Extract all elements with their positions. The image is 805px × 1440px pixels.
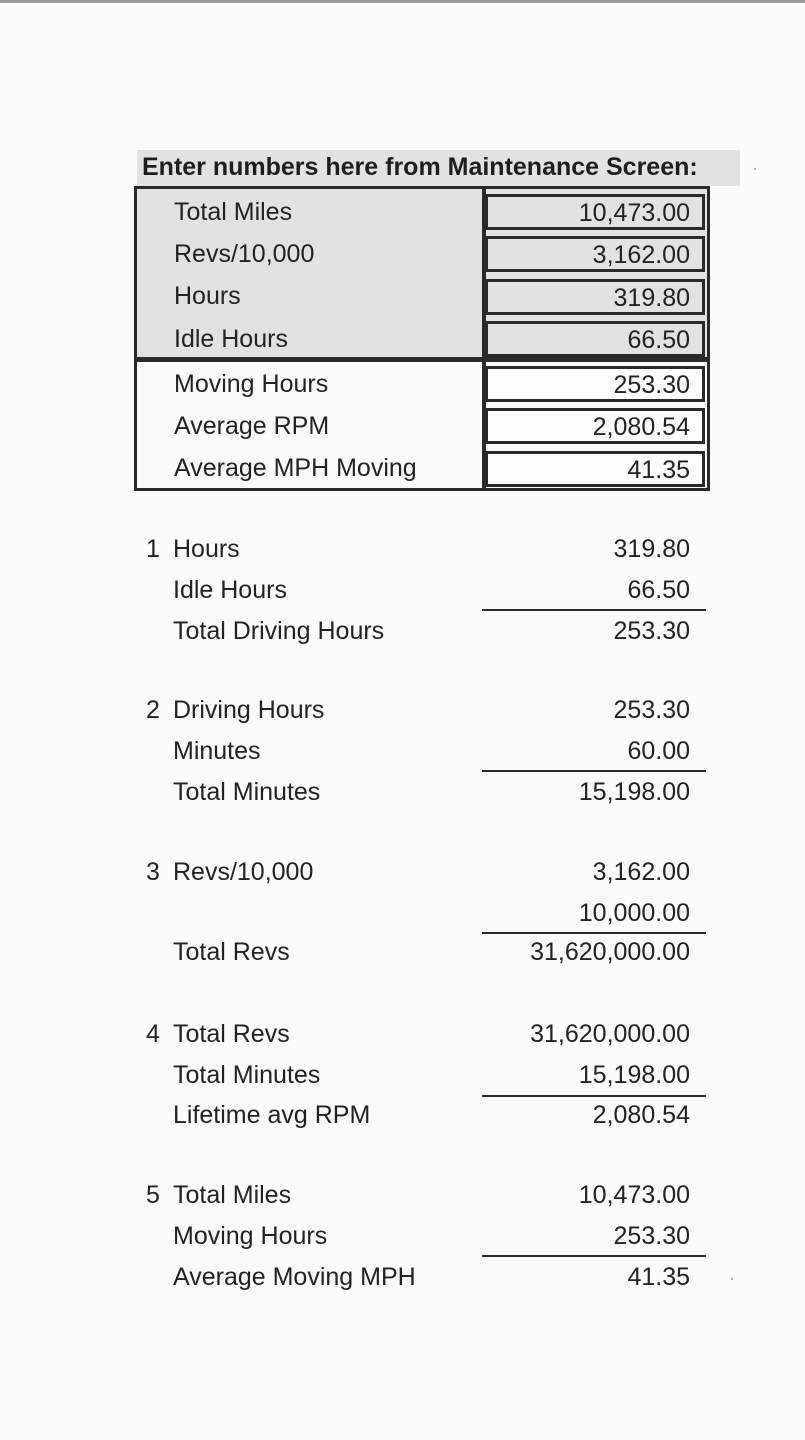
calc-value: 10,000.00 [578, 899, 690, 927]
calc-value: 60.00 [627, 737, 690, 765]
calc-label: Total Driving Hours [173, 617, 385, 645]
subtotal-rule [482, 609, 706, 611]
calc-row [0, 696, 805, 728]
hours-label: Hours [174, 282, 241, 310]
calc-number: 1 [146, 535, 160, 563]
calc-label: Revs/10,000 [173, 858, 314, 886]
subtotal-rule [482, 770, 706, 772]
calc-row [0, 1101, 805, 1133]
calc-result: 2,080.54 [592, 1101, 690, 1129]
page-top-edge [0, 0, 805, 3]
calc-label: Average Moving MPH [173, 1263, 416, 1291]
calc-result: 15,198.00 [578, 778, 690, 806]
average-rpm-value: 2,080.54 [485, 408, 705, 444]
calc-value: 31,620,000.00 [530, 1020, 690, 1048]
calc-row [0, 535, 805, 567]
revs-label: Revs/10,000 [174, 240, 315, 268]
calc-label: Minutes [173, 737, 261, 765]
calc-label: Idle Hours [173, 576, 287, 604]
calc-label: Hours [173, 535, 240, 563]
calc-label: Total Revs [173, 938, 290, 966]
revs-input[interactable]: 3,162.00 [485, 236, 705, 272]
average-mph-label: Average MPH Moving [174, 454, 417, 482]
calc-label: Total Minutes [173, 1061, 321, 1089]
calc-number: 2 [146, 696, 160, 724]
calc-row [0, 778, 805, 810]
input-section-title: Enter numbers here from Maintenance Screen: [142, 153, 698, 181]
calc-number: 4 [146, 1020, 160, 1048]
calc-label: Lifetime avg RPM [173, 1101, 371, 1129]
calc-result: 31,620,000.00 [530, 938, 690, 966]
calc-row [0, 938, 805, 970]
calc-number: 3 [146, 858, 160, 886]
calc-value: 66.50 [627, 576, 690, 604]
subtotal-rule [482, 932, 706, 934]
average-mph-value: 41.35 [485, 451, 705, 487]
calc-row [0, 576, 805, 608]
calc-number: 5 [146, 1181, 160, 1209]
calc-row [0, 1263, 805, 1295]
average-rpm-label: Average RPM [174, 412, 330, 440]
subtotal-rule [482, 1095, 706, 1097]
input-section-header [137, 150, 740, 186]
calc-label: Moving Hours [173, 1222, 328, 1250]
idle-hours-input[interactable]: 66.50 [485, 321, 705, 357]
total-miles-input[interactable]: 10,473.00 [485, 194, 705, 230]
calc-value: 15,198.00 [578, 1061, 690, 1089]
calc-row [0, 1222, 805, 1254]
calc-row [0, 858, 805, 890]
calc-row [0, 899, 805, 931]
hours-input[interactable]: 319.80 [485, 279, 705, 315]
total-miles-label: Total Miles [174, 198, 293, 226]
calc-row [0, 1181, 805, 1213]
calc-value: 253.30 [613, 1222, 690, 1250]
calc-value: 319.80 [613, 535, 690, 563]
calc-value: 3,162.00 [592, 858, 690, 886]
maintenance-input-table [134, 186, 710, 491]
calc-label: Total Revs [173, 1020, 290, 1048]
calc-result: 253.30 [613, 617, 690, 645]
calc-value: 253.30 [613, 696, 690, 724]
calc-row [0, 737, 805, 769]
calc-row [0, 617, 805, 649]
subtotal-rule [482, 1255, 706, 1257]
calc-result: 41.35 [627, 1263, 690, 1291]
calc-label: Total Miles [173, 1181, 292, 1209]
calc-label: Total Minutes [173, 778, 321, 806]
scan-speck [754, 168, 756, 170]
moving-hours-value: 253.30 [485, 366, 705, 402]
calc-label: Driving Hours [173, 696, 325, 724]
calc-row [0, 1020, 805, 1052]
calc-row [0, 1061, 805, 1093]
moving-hours-label: Moving Hours [174, 370, 329, 398]
idle-hours-label: Idle Hours [174, 325, 288, 353]
input-results-divider [137, 357, 707, 362]
calc-value: 10,473.00 [578, 1181, 690, 1209]
